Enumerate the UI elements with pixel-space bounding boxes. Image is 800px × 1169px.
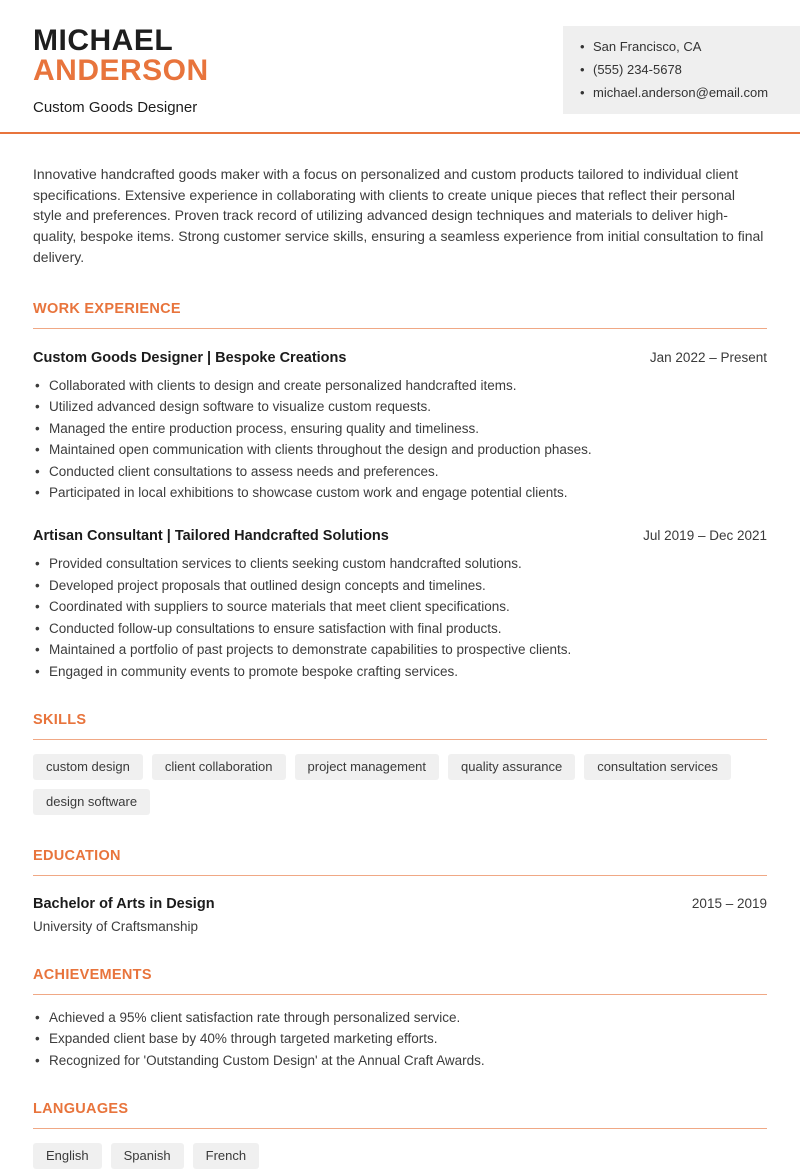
contact-list: [579, 39, 786, 101]
section-divider: [33, 739, 767, 740]
language-tag: French: [193, 1143, 259, 1169]
education-dates: 2015 – 2019: [691, 895, 767, 911]
school-name: University of Craftsmanship: [33, 918, 199, 934]
section-divider: [33, 994, 767, 995]
section-work-experience: [33, 301, 767, 679]
section-achievements: [33, 967, 767, 1068]
resume-header: [0, 0, 800, 134]
contact-box: [563, 26, 800, 114]
job-dates: Jul 2019 – Dec 2021: [643, 528, 767, 544]
skill-tag: project management: [295, 754, 440, 780]
language-tag: English: [33, 1143, 102, 1169]
skill-tag: custom design: [33, 754, 143, 780]
education-entry: [33, 896, 767, 934]
resume-body: [0, 164, 800, 1169]
last-name: ANDERSON: [33, 54, 209, 87]
job-entry: [33, 350, 767, 501]
skill-tag: client collaboration: [152, 754, 286, 780]
job-bullet: • Developed project proposals that outlined design concepts and timelines.: [33, 579, 767, 593]
work-experience-heading: WORK EXPERIENCE: [33, 300, 181, 317]
achievement-bullet: • Recognized for 'Outstanding Custom Design' at the Annual Craft Awards.: [33, 1054, 767, 1068]
skill-tag: consultation services: [584, 754, 731, 780]
job-header: [33, 350, 767, 366]
job-bullet: • Participated in local exhibitions to showcase custom work and engage potential clients.: [33, 486, 767, 500]
job-bullet: • Managed the entire production process, ensuring quality and timeliness.: [33, 422, 767, 436]
first-name: MICHAEL: [33, 24, 174, 57]
job-bullet: • Collaborated with clients to design and create personalized handcrafted items.: [33, 379, 767, 393]
job-title-company: Artisan Consultant | Tailored Handcrafted Solutions: [33, 528, 389, 545]
job-bullet: • Maintained a portfolio of past projects to demonstrate capabilities to prospective clients.: [33, 643, 767, 657]
job-bullet: • Maintained open communication with clients throughout the design and production phases.: [33, 443, 767, 457]
job-bullet-list: [33, 557, 767, 679]
job-dates: Jan 2022 – Present: [649, 349, 767, 365]
skill-tag: quality assurance: [448, 754, 575, 780]
job-bullet: • Coordinated with suppliers to source materials that meet client specifications.: [33, 600, 767, 614]
professional-summary: Innovative handcrafted goods maker with a focus on personalized and custom products tailored to individual client specifications. Extensive experience in collaborating with clients to create unique pieces that reflect their personal style and preferences. Proven track record of utilizing advanced design techniques and materials to deliver high-quality, bespoke items. Strong customer service skills, ensuring a seamless experience from initial consultation to final delivery.: [33, 166, 764, 265]
skills-heading: SKILLS: [33, 711, 87, 728]
achievement-bullet: • Achieved a 95% client satisfaction rate through personalized service.: [33, 1011, 767, 1025]
education-heading: EDUCATION: [33, 847, 121, 864]
achievements-list: [33, 1011, 767, 1068]
contact-location: • San Francisco, CA: [579, 39, 786, 55]
section-divider: [33, 875, 767, 876]
job-header: [33, 528, 767, 544]
job-bullet: • Utilized advanced design software to visualize custom requests.: [33, 400, 767, 414]
job-entry: [33, 528, 767, 679]
contact-phone: • (555) 234-5678: [579, 62, 786, 78]
achievement-bullet: • Expanded client base by 40% through targeted marketing efforts.: [33, 1032, 767, 1046]
section-divider: [33, 328, 767, 329]
job-bullet: • Engaged in community events to promote bespoke crafting services.: [33, 665, 767, 679]
job-bullet: • Conducted follow-up consultations to ensure satisfaction with final products.: [33, 622, 767, 636]
contact-email: • michael.anderson@email.com: [579, 85, 786, 101]
achievements-heading: ACHIEVEMENTS: [33, 966, 152, 983]
degree-name: Bachelor of Arts in Design: [33, 895, 215, 912]
job-bullet: • Conducted client consultations to assess needs and preferences.: [33, 465, 767, 479]
languages-heading: LANGUAGES: [33, 1100, 129, 1117]
skills-pill-row: [33, 754, 767, 815]
skill-tag: design software: [33, 789, 150, 815]
section-divider: [33, 1128, 767, 1129]
candidate-job-title: Custom Goods Designer: [33, 99, 198, 116]
job-title-company: Custom Goods Designer | Bespoke Creations: [33, 349, 347, 366]
job-bullet: • Provided consultation services to clients seeking custom handcrafted solutions.: [33, 557, 767, 571]
language-tag: Spanish: [111, 1143, 184, 1169]
education-header: [33, 896, 767, 912]
section-skills: [33, 712, 767, 815]
section-languages: [33, 1101, 767, 1169]
section-education: [33, 848, 767, 934]
languages-pill-row: [33, 1143, 767, 1169]
job-bullet-list: [33, 379, 767, 501]
